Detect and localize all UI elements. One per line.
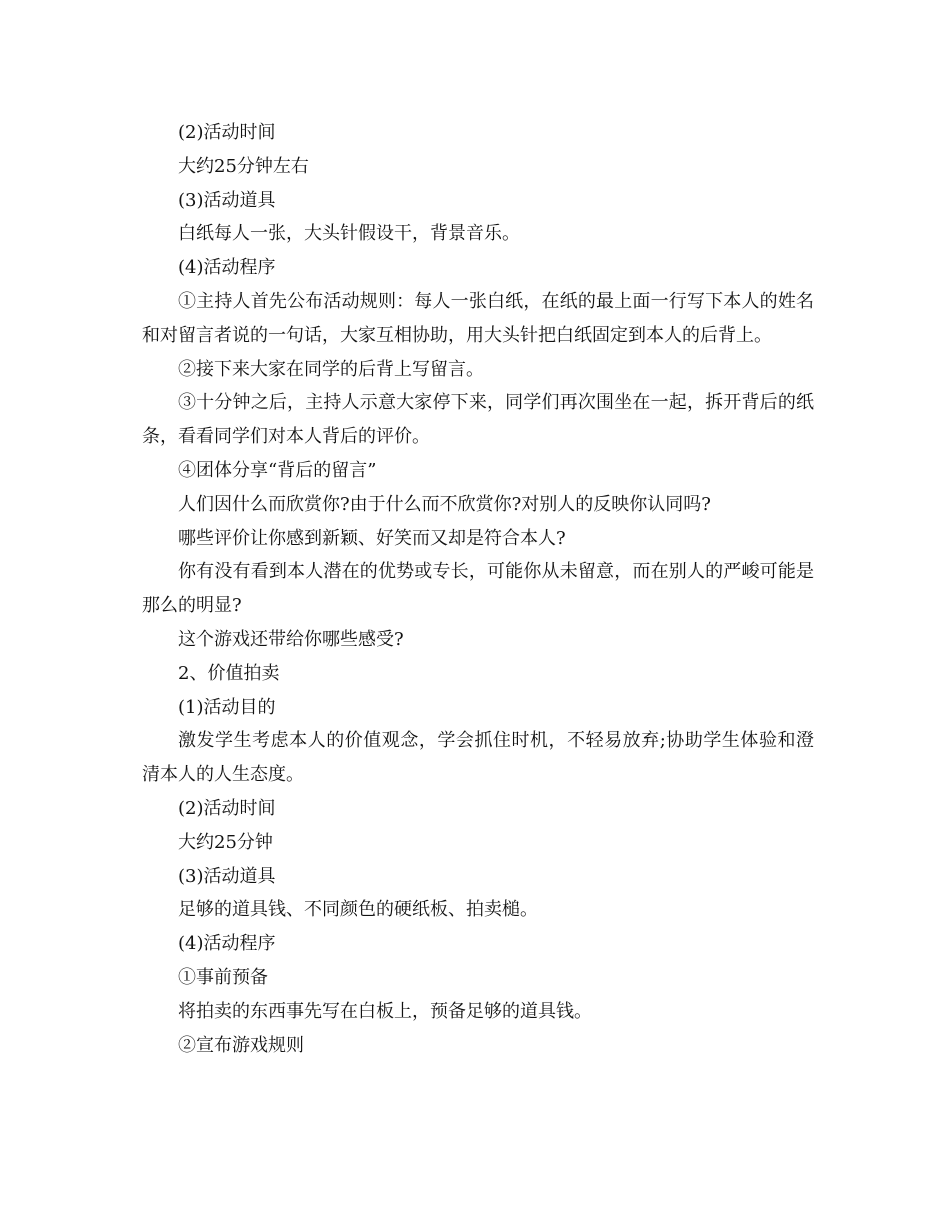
paragraph: ③十分钟之后，主持人示意大家停下来，同学们再次围坐在一起，拆开背后的纸条，看看同学们对本人背后的评价。 [142,392,814,448]
paragraph: (4)活动程序 [178,933,276,955]
paragraph: (4)活动程序 [178,257,276,279]
paragraph: (2)活动时间 [178,122,276,143]
paragraph: ①事前预备 [178,966,268,988]
paragraph: 大约25分钟左右 [178,155,309,177]
paragraph: ②宣布游戏规则 [178,1034,304,1056]
paragraph: 人们因什么而欣赏你?由于什么而不欣赏你?对别人的反映你认同吗? [178,493,711,515]
paragraph: ④团体分享“背后的留言” [178,459,377,481]
paragraph: 这个游戏还带给你哪些感受? [178,628,404,650]
paragraph: ①主持人首先公布活动规则：每人一张白纸，在纸的最上面一行写下本人的姓名和对留言者说的一句话，大家互相协助，用大头针把白纸固定到本人的后背上。 [142,290,814,346]
paragraph: (2)活动时间 [178,797,276,819]
paragraph: 大约25分钟 [178,831,273,853]
paragraph: 2、价值拍卖 [178,662,280,684]
paragraph: (1)活动目的 [178,696,276,718]
paragraph: 将拍卖的东西事先写在白板上，预备足够的道具钱。 [178,1000,592,1022]
paragraph: 白纸每人一张，大头针假设干，背景音乐。 [178,223,520,245]
paragraph: (3)活动道具 [178,189,276,211]
paragraph: (3)活动道具 [178,865,276,887]
paragraph: 足够的道具钱、不同颜色的硬纸板、拍卖槌。 [178,899,538,921]
paragraph: 激发学生考虑本人的价值观念，学会抓住时机，不轻易放弃;协助学生体验和澄清本人的人生态度。 [142,730,814,786]
document-body [142,116,814,1062]
paragraph: ②接下来大家在同学的后背上写留言。 [178,358,484,380]
paragraph: 哪些评价让你感到新颖、好笑而又却是符合本人? [178,527,566,549]
paragraph: 你有没有看到本人潜在的优势或专长，可能你从未留意，而在别人的严峻可能是那么的明显? [142,561,814,617]
